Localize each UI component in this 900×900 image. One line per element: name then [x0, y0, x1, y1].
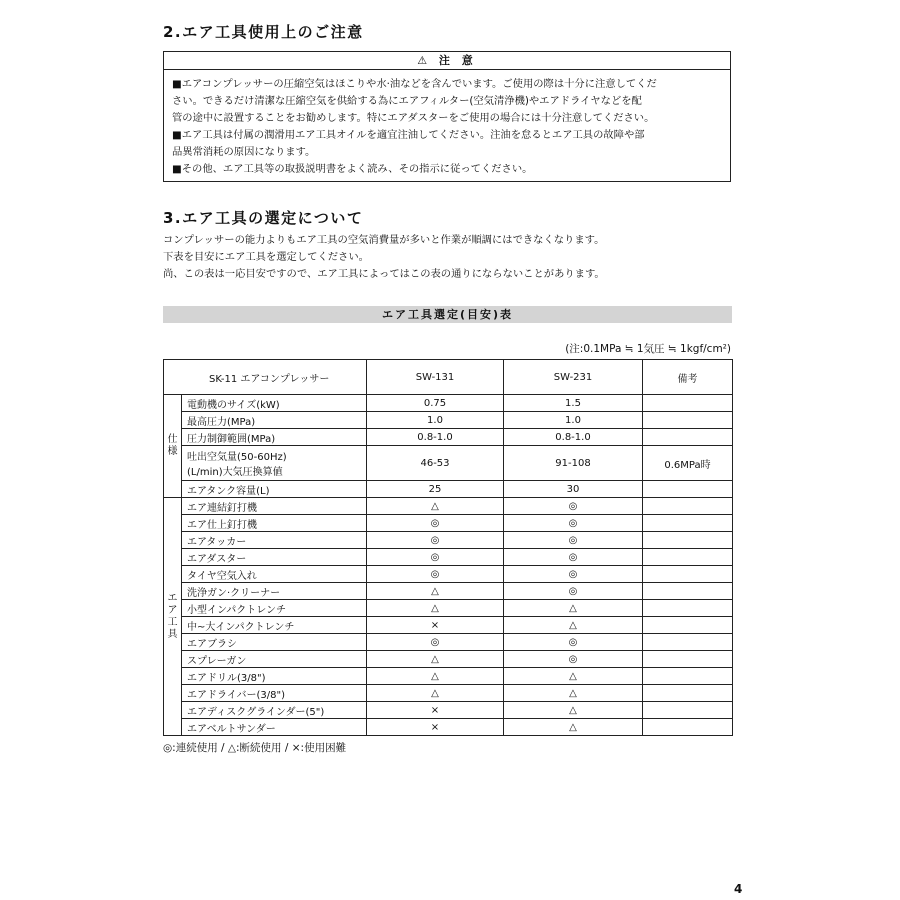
header-sw131: SW-131: [367, 360, 504, 395]
cell-sw131: ×: [367, 702, 504, 719]
table-header-row: [164, 360, 733, 395]
cell-sw131: △: [367, 685, 504, 702]
cell-sw131: ◎: [367, 532, 504, 549]
section-3-heading: 3.エア工具の選定について: [163, 209, 364, 227]
cell-sw131: ◎: [367, 515, 504, 532]
table-row: [164, 719, 733, 736]
spec-group-text: 仕 様: [167, 434, 178, 457]
cell-remark: [643, 532, 733, 549]
cell-remark: [643, 617, 733, 634]
cell-sw131: ◎: [367, 566, 504, 583]
cell-remark: [643, 668, 733, 685]
cell-sw131: △: [367, 668, 504, 685]
caution-line: 管の途中に設置することをお勧めします。特にエアダスターをご使用の場合には十分注意してください。: [172, 112, 655, 124]
header-compressor-label: SK-11 エアコンプレッサー: [164, 360, 367, 395]
caution-box: [163, 51, 731, 182]
cell-sw231: 1.5: [504, 395, 643, 412]
table-row: [164, 617, 733, 634]
tools-group-label: [164, 498, 182, 736]
table-row: [164, 412, 733, 429]
paragraph: 尚、この表は一応目安ですので、エア工具によってはこの表の通りにならないことがあります。: [163, 268, 605, 280]
table-row: [164, 702, 733, 719]
row-label: 中~大インパクトレンチ: [182, 617, 367, 634]
cell-remark: [643, 600, 733, 617]
cell-sw131: △: [367, 498, 504, 515]
cell-sw231: ◎: [504, 549, 643, 566]
table-row: [164, 446, 733, 481]
cell-sw231: ◎: [504, 583, 643, 600]
caution-line: ■その他、エア工具等の取扱説明書をよく読み、その指示に従ってください。: [172, 163, 533, 175]
cell-sw131: 0.8-1.0: [367, 429, 504, 446]
row-label: 圧力制御範囲(MPa): [182, 429, 367, 446]
cell-sw231: △: [504, 685, 643, 702]
cell-sw231: 30: [504, 481, 643, 498]
symbol-legend: ◎:連続使用 / △:断続使用 / ×:使用困難: [163, 742, 347, 754]
cell-sw131: 46-53: [367, 446, 504, 481]
unit-note: (注:0.1MPa ≒ 1気圧 ≒ 1kgf/cm²): [565, 343, 731, 355]
cell-sw131: ×: [367, 719, 504, 736]
cell-remark: 0.6MPa時: [643, 446, 733, 481]
cell-sw231: △: [504, 668, 643, 685]
cell-remark: [643, 412, 733, 429]
row-label: エアドリル(3/8"): [182, 668, 367, 685]
table-row: [164, 600, 733, 617]
caution-line: さい。できるだけ清潔な圧縮空気を供給する為にエアフィルター(空気清浄機)やエアドライヤなどを配: [172, 95, 642, 107]
cell-sw231: △: [504, 702, 643, 719]
cell-sw231: △: [504, 600, 643, 617]
table-row: [164, 651, 733, 668]
cell-remark: [643, 498, 733, 515]
row-label: [182, 446, 367, 481]
cell-sw131: ◎: [367, 549, 504, 566]
row-label: スプレーガン: [182, 651, 367, 668]
cell-sw131: △: [367, 651, 504, 668]
row-label-line: 吐出空気量(50-60Hz): [187, 452, 287, 463]
cell-sw231: ◎: [504, 515, 643, 532]
caution-title: ⚠ 注 意: [164, 52, 730, 70]
row-label: タイヤ空気入れ: [182, 566, 367, 583]
row-label: エアダスター: [182, 549, 367, 566]
row-label: エアディスクグラインダー(5"): [182, 702, 367, 719]
cell-remark: [643, 719, 733, 736]
cell-sw231: △: [504, 617, 643, 634]
tools-group-text: エ ア 工 具: [167, 592, 178, 640]
spec-group-label: [164, 395, 182, 498]
row-label: エアドライバー(3/8"): [182, 685, 367, 702]
row-label: エアタッカー: [182, 532, 367, 549]
table-row: [164, 532, 733, 549]
table-row: [164, 566, 733, 583]
row-label: エアタンク容量(L): [182, 481, 367, 498]
cell-remark: [643, 481, 733, 498]
table-row: [164, 549, 733, 566]
paragraph: 下表を目安にエア工具を選定してください。: [163, 251, 369, 263]
table-row: [164, 498, 733, 515]
cell-sw231: ◎: [504, 566, 643, 583]
cell-sw231: △: [504, 719, 643, 736]
header-sw231: SW-231: [504, 360, 643, 395]
cell-sw231: ◎: [504, 651, 643, 668]
cell-sw231: 1.0: [504, 412, 643, 429]
tool-selection-table: [163, 359, 733, 736]
cell-remark: [643, 651, 733, 668]
table-row: [164, 583, 733, 600]
table-row: [164, 481, 733, 498]
cell-sw231: 0.8-1.0: [504, 429, 643, 446]
row-label: 小型インパクトレンチ: [182, 600, 367, 617]
table-row: [164, 515, 733, 532]
caution-line: ■エア工具は付属の潤滑用エア工具オイルを適宜注油してください。注油を怠るとエア工具の故障や部: [172, 129, 645, 141]
table-row: [164, 395, 733, 412]
header-remarks: 備考: [643, 360, 733, 395]
cell-sw231: ◎: [504, 532, 643, 549]
caution-line: 品異常消耗の原因になります。: [172, 146, 316, 158]
cell-sw131: △: [367, 600, 504, 617]
caution-line: ■エアコンプレッサーの圧縮空気はほこりや水·油などを含んでいます。ご使用の際は十分に注意してくだ: [172, 78, 657, 90]
cell-sw131: 1.0: [367, 412, 504, 429]
cell-sw231: 91-108: [504, 446, 643, 481]
cell-sw131: ◎: [367, 634, 504, 651]
table-row: [164, 634, 733, 651]
row-label: エアベルトサンダー: [182, 719, 367, 736]
cell-sw231: ◎: [504, 634, 643, 651]
table-row: [164, 429, 733, 446]
row-label: 洗浄ガン·クリーナー: [182, 583, 367, 600]
cell-remark: [643, 515, 733, 532]
cell-remark: [643, 429, 733, 446]
row-label: エア仕上釘打機: [182, 515, 367, 532]
cell-sw131: 0.75: [367, 395, 504, 412]
cell-remark: [643, 583, 733, 600]
row-label: 電動機のサイズ(kW): [182, 395, 367, 412]
row-label: 最高圧力(MPa): [182, 412, 367, 429]
cell-remark: [643, 566, 733, 583]
cell-sw131: ×: [367, 617, 504, 634]
cell-sw131: △: [367, 583, 504, 600]
table-title: エア工具選定(目安)表: [163, 306, 732, 323]
cell-sw131: 25: [367, 481, 504, 498]
cell-sw231: ◎: [504, 498, 643, 515]
paragraph: コンプレッサーの能力よりもエア工具の空気消費量が多いと作業が順調にはできなくなります。: [163, 234, 605, 246]
row-label-line: (L/min)大気圧換算値: [187, 467, 283, 478]
cell-remark: [643, 395, 733, 412]
cell-remark: [643, 549, 733, 566]
row-label: エア連結釘打機: [182, 498, 367, 515]
section-2-heading: 2.エア工具使用上のご注意: [163, 23, 364, 41]
row-label: エアブラシ: [182, 634, 367, 651]
cell-remark: [643, 634, 733, 651]
cell-remark: [643, 685, 733, 702]
table-row: [164, 668, 733, 685]
table-row: [164, 685, 733, 702]
cell-remark: [643, 702, 733, 719]
section-3-body: [163, 232, 605, 283]
page-number: 4: [734, 882, 743, 896]
caution-body: [164, 70, 730, 178]
